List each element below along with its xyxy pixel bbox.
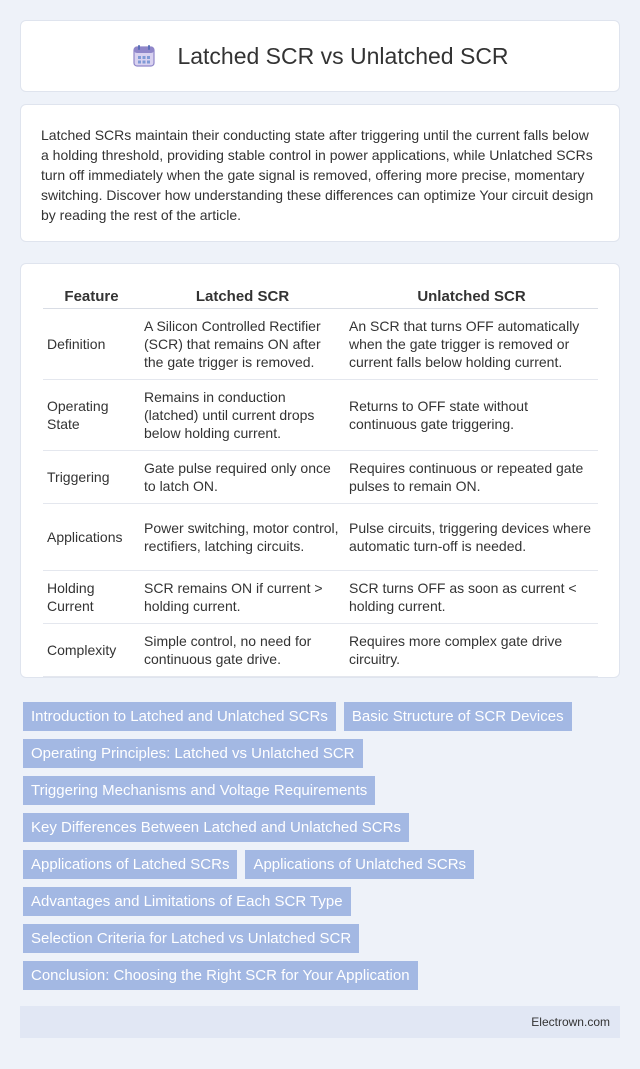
intro-card [20,104,620,242]
topic-link-operating-principles[interactable]: Operating Principles: Latched vs Unlatched SCR [23,739,363,768]
row-latched: A Silicon Controlled Rectifier (SCR) that remains ON after the gate trigger is removed. [140,308,345,379]
row-latched: Remains in conduction (latched) until current drops below holding current. [140,379,345,450]
topic-row [20,776,620,805]
row-feature: Holding Current [43,570,140,623]
row-unlatched: Returns to OFF state without continuous gate triggering. [345,379,598,450]
topic-link-triggering-mechanisms[interactable]: Triggering Mechanisms and Voltage Requirements [23,776,375,805]
comparison-table [43,286,598,677]
row-unlatched: SCR turns OFF as soon as current < holding current. [345,570,598,623]
table-row [43,308,598,379]
header-feature: Feature [43,286,140,308]
row-unlatched: Pulse circuits, triggering devices where automatic turn-off is needed. [345,503,598,570]
topic-links [20,702,620,998]
comparison-table-card [20,263,620,678]
topic-row [20,702,620,731]
table-header-row [43,286,598,308]
footer [20,1006,620,1038]
topic-link-key-differences[interactable]: Key Differences Between Latched and Unlatched SCRs [23,813,409,842]
row-latched: Power switching, motor control, rectifiers, latching circuits. [140,503,345,570]
topic-link-basic-structure[interactable]: Basic Structure of SCR Devices [344,702,572,731]
topic-link-conclusion[interactable]: Conclusion: Choosing the Right SCR for Your Application [23,961,418,990]
calendar-icon [131,43,157,69]
row-feature: Definition [43,308,140,379]
topic-row [20,739,620,768]
table-row [43,379,598,450]
topic-row [20,850,620,879]
row-feature: Operating State [43,379,140,450]
row-feature: Applications [43,503,140,570]
table-row [43,623,598,676]
footer-brand[interactable]: Electrown.com [531,1015,610,1029]
topic-row [20,887,620,916]
row-unlatched: Requires continuous or repeated gate pulses to remain ON. [345,450,598,503]
row-unlatched: An SCR that turns OFF automatically when the gate trigger is removed or current falls below holding current. [345,308,598,379]
topic-link-introduction[interactable]: Introduction to Latched and Unlatched SCRs [23,702,336,731]
table-row [43,570,598,623]
row-latched: SCR remains ON if current > holding current. [140,570,345,623]
topic-row [20,961,620,990]
row-latched: Simple control, no need for continuous gate drive. [140,623,345,676]
topic-link-applications-unlatched[interactable]: Applications of Unlatched SCRs [245,850,474,879]
row-feature: Complexity [43,623,140,676]
page-title: Latched SCR vs Unlatched SCR [177,42,509,69]
table-row [43,450,598,503]
row-latched: Gate pulse required only once to latch ON. [140,450,345,503]
topic-row [20,924,620,953]
topic-row [20,813,620,842]
title-card [20,20,620,92]
header-latched: Latched SCR [140,286,345,308]
intro-paragraph: Latched SCRs maintain their conducting state after triggering until the current falls below a holding threshold, providing stable control in power applications, while Unlatched SCRs turn off immediately when the gate signal is removed, offering more precise, momentary switching. Discover how understanding these differences can optimize Your circuit design by reading the rest of the article. [41,127,594,223]
row-feature: Triggering [43,450,140,503]
topic-link-advantages-limitations[interactable]: Advantages and Limitations of Each SCR Type [23,887,351,916]
topic-link-selection-criteria[interactable]: Selection Criteria for Latched vs Unlatched SCR [23,924,359,953]
row-unlatched: Requires more complex gate drive circuitry. [345,623,598,676]
topic-link-applications-latched[interactable]: Applications of Latched SCRs [23,850,237,879]
table-row [43,503,598,570]
header-unlatched: Unlatched SCR [345,286,598,308]
